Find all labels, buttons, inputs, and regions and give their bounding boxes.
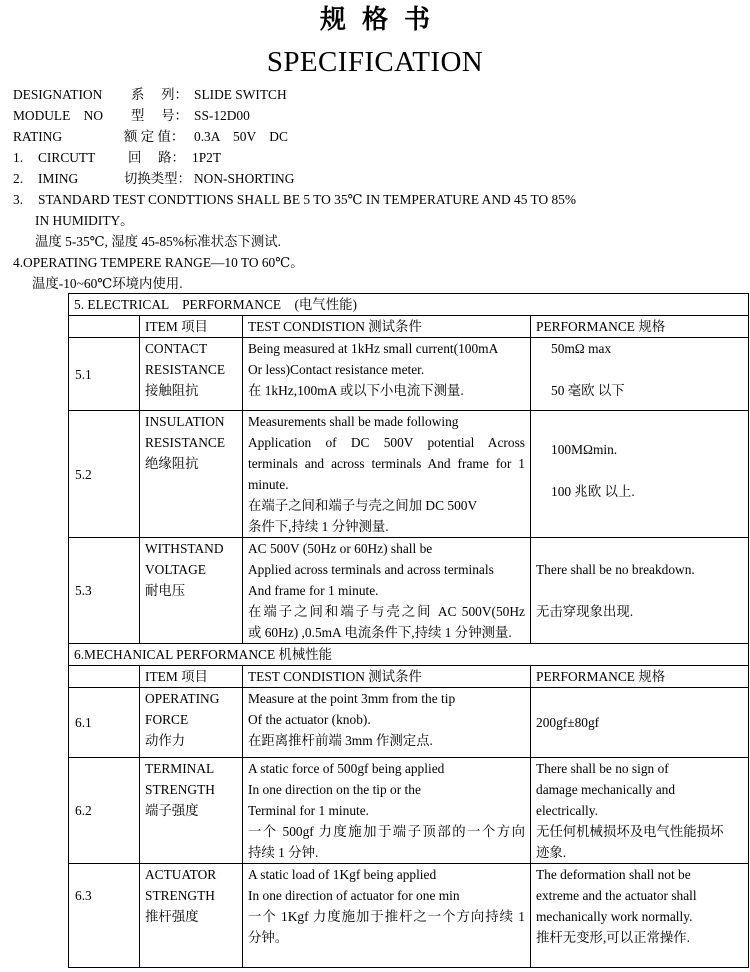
model-label: MODULE NO [13, 108, 104, 123]
timing-label: IMING [38, 171, 79, 186]
circuit-number: 1. [13, 150, 24, 165]
model-value: SS-12D00 [194, 108, 250, 123]
spec-header [0, 84, 750, 294]
section5-title: 5. ELECTRICAL PERFORMANCE (电气性能) [69, 294, 749, 316]
item-line: 接触阻抗 [145, 383, 199, 398]
timing-label-cn: 切换类型： [124, 171, 191, 186]
test-line: Terminal for 1 minute. [248, 803, 370, 818]
perf-line: damage mechanically and [536, 782, 676, 797]
test-line: 一个 1Kgf 力度施加于推杆之一个方向持续 1 [248, 909, 525, 924]
item-line: WITHSTAND [145, 541, 224, 556]
test-line: AC 500V (50Hz or 60Hz) shall be [248, 541, 433, 556]
item-line: STRENGTH [145, 782, 215, 797]
header-perf: PERFORMANCE 规格 [531, 316, 749, 338]
model-label-cn: 型 号： [131, 108, 188, 123]
header-test: TEST CONDISTION 测试条件 [243, 316, 531, 338]
table-row [69, 538, 749, 644]
section6-title: 6.MECHANICAL PERFORMANCE 机械性能 [69, 644, 749, 666]
operating-temp-cn: 温度-10~60℃环境内使用. [32, 276, 183, 291]
row-number: 5.3 [69, 538, 140, 644]
item-cell [140, 411, 243, 538]
perf-line: 无击穿现象出现. [536, 604, 634, 619]
operating-temp-line [0, 252, 750, 273]
header-perf: PERFORMANCE 规格 [531, 666, 749, 688]
item-line: TERMINAL [145, 761, 215, 776]
test-line: 在距离推杆前端 3mm 作测定点. [248, 733, 433, 748]
test-line: A static load of 1Kgf being applied [248, 867, 437, 882]
test-line: Being measured at 1kHz small current(100mA [248, 341, 499, 356]
test-cell [243, 758, 531, 864]
perf-line: 推杆无变形,可以正常操作. [536, 930, 690, 945]
item-line: 端子强度 [145, 803, 199, 818]
header-no-cell [69, 666, 140, 688]
perf-line: 无任何机械损坏及电气性能损坏 [536, 824, 724, 839]
designation-line [0, 84, 750, 105]
circuit-line [0, 147, 750, 168]
test-line: And frame for 1 minute. [248, 583, 379, 598]
page-title: SPECIFICATION [266, 46, 484, 78]
test-conditions-line-2 [0, 210, 750, 231]
perf-line: There shall be no sign of [536, 761, 669, 776]
header-test: TEST CONDISTION 测试条件 [243, 666, 531, 688]
header-item: ITEM 项目 [140, 316, 243, 338]
item-line: OPERATING [145, 691, 220, 706]
section6-header-row [69, 666, 749, 688]
table-row [69, 864, 749, 968]
item-line: STRENGTH [145, 888, 215, 903]
test-line: 在端子之间和端子与壳之间 AC 500V(50Hz [248, 604, 525, 619]
test-line: Applied across terminals and across terminals [248, 562, 494, 577]
perf-line: electrically. [536, 803, 598, 818]
circuit-value: 1P2T [192, 150, 222, 165]
designation-label: DESIGNATION [13, 87, 103, 102]
row-number: 6.1 [69, 688, 140, 758]
rating-line [0, 126, 750, 147]
item-line: FORCE [145, 712, 189, 727]
header-item: ITEM 项目 [140, 666, 243, 688]
model-line [0, 105, 750, 126]
perf-cell [531, 864, 749, 968]
table-row [69, 338, 749, 411]
item-cell [140, 538, 243, 644]
perf-line: 100MΩmin. [551, 441, 618, 457]
test-line: 在 1kHz,100mA 或以下小电流下测量. [248, 383, 464, 398]
section5-title-row [69, 294, 749, 316]
designation-value: SLIDE SWITCH [194, 87, 287, 102]
perf-line: 200gf±80gf [536, 715, 600, 730]
perf-line: The deformation shall not be [536, 867, 691, 882]
row-number: 6.3 [69, 864, 140, 968]
perf-gap [551, 460, 743, 481]
page-title-chinese: 规格书 [319, 5, 446, 35]
test-conditions-number: 3. [13, 192, 24, 207]
timing-number: 2. [13, 171, 24, 186]
item-cell [140, 864, 243, 968]
circuit-label-cn: 回 路： [128, 150, 185, 165]
test-line: 一个 500gf 力度施加于端子顶部的一个方向 [248, 824, 525, 839]
item-line: RESISTANCE [145, 435, 226, 450]
item-line: VOLTAGE [145, 562, 206, 577]
perf-cell [531, 411, 749, 538]
test-conditions-text-2: IN HUMIDITY。 [35, 213, 134, 228]
header-no-cell [69, 316, 140, 338]
test-line: 条件下,持续 1 分钟测量. [248, 519, 389, 534]
rating-label-cn: 额 定 值： [124, 129, 185, 144]
perf-cell [531, 538, 749, 644]
item-line: 动作力 [145, 733, 186, 748]
test-line: terminals and across terminals And frame for 1 [248, 456, 525, 471]
test-cell [243, 338, 531, 411]
section5-header-row [69, 316, 749, 338]
item-line: INSULATION [145, 414, 225, 429]
perf-line: 50mΩ max [551, 341, 612, 356]
test-line: A static force of 500gf being applied [248, 761, 445, 776]
test-line: 在端子之间和端子与壳之间加 DC 500V [248, 498, 478, 513]
item-line: CONTACT [145, 341, 208, 356]
row-number: 5.1 [69, 338, 140, 411]
designation-label-cn: 系 列： [131, 87, 188, 102]
table-row [69, 758, 749, 864]
test-conditions-text: STANDARD TEST CONDTTIONS SHALL BE 5 TO 35℃ IN TEMPERATURE AND 45 TO 85% [38, 192, 577, 207]
test-cell [243, 688, 531, 758]
row-number: 5.2 [69, 411, 140, 538]
test-line: minute. [248, 477, 289, 492]
perf-gap [551, 359, 743, 380]
test-line: In one direction on the tip or the [248, 782, 421, 797]
perf-line: There shall be no breakdown. [536, 562, 695, 577]
rating-value: 0.3A 50V DC [194, 129, 288, 144]
test-conditions-line [0, 189, 750, 210]
test-line: Of the actuator (knob). [248, 712, 371, 727]
test-cell [243, 411, 531, 538]
perf-line: mechanically work normally. [536, 909, 693, 924]
operating-temp-text: 4.OPERATING TEMPERE RANGE—10 TO 60℃。 [13, 255, 304, 270]
item-cell [140, 338, 243, 411]
test-line: Measure at the point 3mm from the tip [248, 691, 456, 706]
test-line: 或 60Hz) ,0.5mA 电流条件下,持续 1 分钟测量. [248, 625, 512, 640]
perf-cell [531, 688, 749, 758]
operating-temp-cn-line [0, 273, 750, 294]
perf-cell [531, 758, 749, 864]
table-row [69, 411, 749, 538]
test-line: 持续 1 分钟. [248, 845, 319, 860]
item-cell [140, 758, 243, 864]
item-line: 绝缘阻抗 [145, 456, 199, 471]
perf-line: 100 兆欧 以上. [551, 483, 635, 499]
item-line: RESISTANCE [145, 362, 226, 377]
rating-label: RATING [13, 129, 63, 144]
row-number: 6.2 [69, 758, 140, 864]
item-line: ACTUATOR [145, 867, 217, 882]
item-line: 推杆强度 [145, 909, 199, 924]
section6-title-row [69, 644, 749, 666]
perf-cell [531, 338, 749, 411]
test-line: 分钟。 [248, 930, 289, 945]
perf-line: 50 毫欧 以下 [551, 383, 625, 398]
item-cell [140, 688, 243, 758]
perf-line: extreme and the actuator shall [536, 888, 697, 903]
test-line: Or less)Contact resistance meter. [248, 362, 425, 377]
test-line: Application of DC 500V potential Across [248, 435, 525, 450]
test-line: In one direction of actuator for one min [248, 888, 460, 903]
test-conditions-cn: 温度 5-35℃, 湿度 45-85%标准状态下测试. [35, 234, 281, 249]
timing-value: NON-SHORTING [194, 171, 295, 186]
test-conditions-cn-line [0, 231, 750, 252]
spec-table [68, 293, 749, 968]
perf-gap [536, 580, 743, 601]
test-cell [243, 864, 531, 968]
circuit-label: CIRCUTT [38, 150, 96, 165]
timing-line [0, 168, 750, 189]
test-cell [243, 538, 531, 644]
table-row [69, 688, 749, 758]
perf-line: 迹象. [536, 845, 567, 860]
test-line: Measurements shall be made following [248, 414, 459, 429]
item-line: 耐电压 [145, 583, 186, 598]
